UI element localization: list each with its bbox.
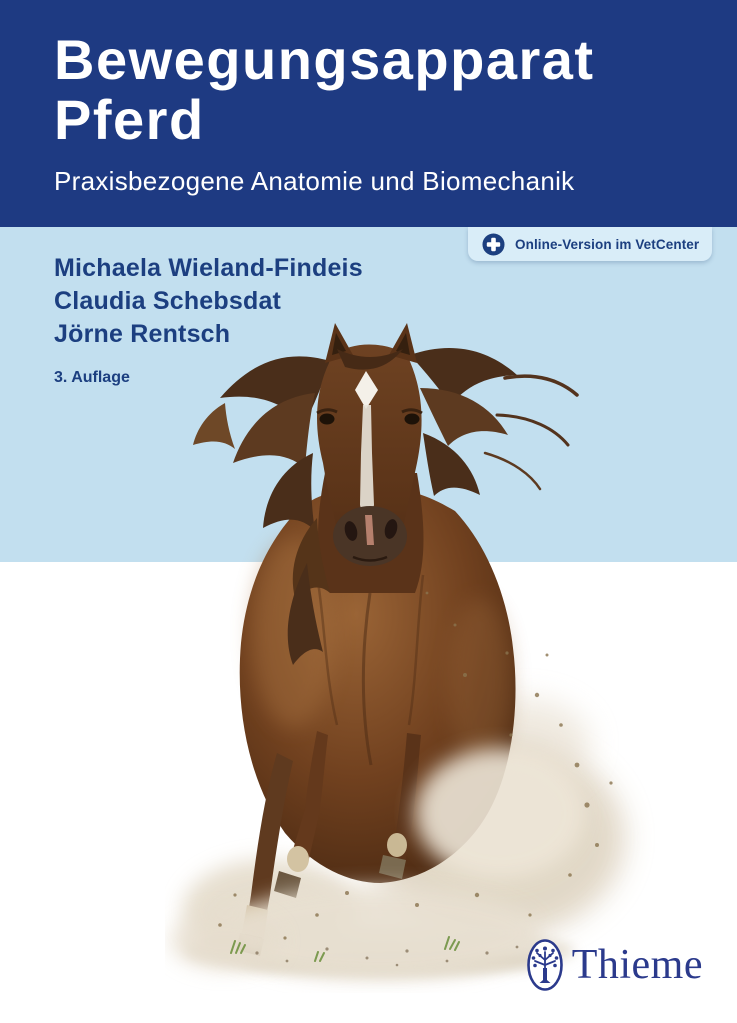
header: [0, 0, 737, 227]
book-title-line1: Bewegungsapparat: [54, 28, 595, 91]
publisher-logo: [526, 938, 703, 992]
thieme-tree-logo-icon: [526, 938, 564, 992]
book-title-line2: Pferd: [54, 88, 205, 151]
author-name: Jörne Rentsch: [54, 320, 231, 348]
badge-label: Online-Version im VetCenter: [515, 236, 700, 252]
online-version-badge: [468, 227, 712, 261]
book-subtitle: Praxisbezogene Anatomie und Biomechanik: [54, 166, 575, 196]
plus-icon: [482, 233, 505, 256]
edition-label: 3. Auflage: [54, 369, 130, 386]
publisher-name: Thieme: [571, 942, 703, 988]
horse-photo: [165, 293, 665, 993]
book-title: [54, 30, 737, 150]
horse-illustration: [165, 293, 665, 993]
author-name: Michaela Wieland-Findeis: [54, 254, 363, 282]
author-name: Claudia Schebsdat: [54, 287, 282, 315]
